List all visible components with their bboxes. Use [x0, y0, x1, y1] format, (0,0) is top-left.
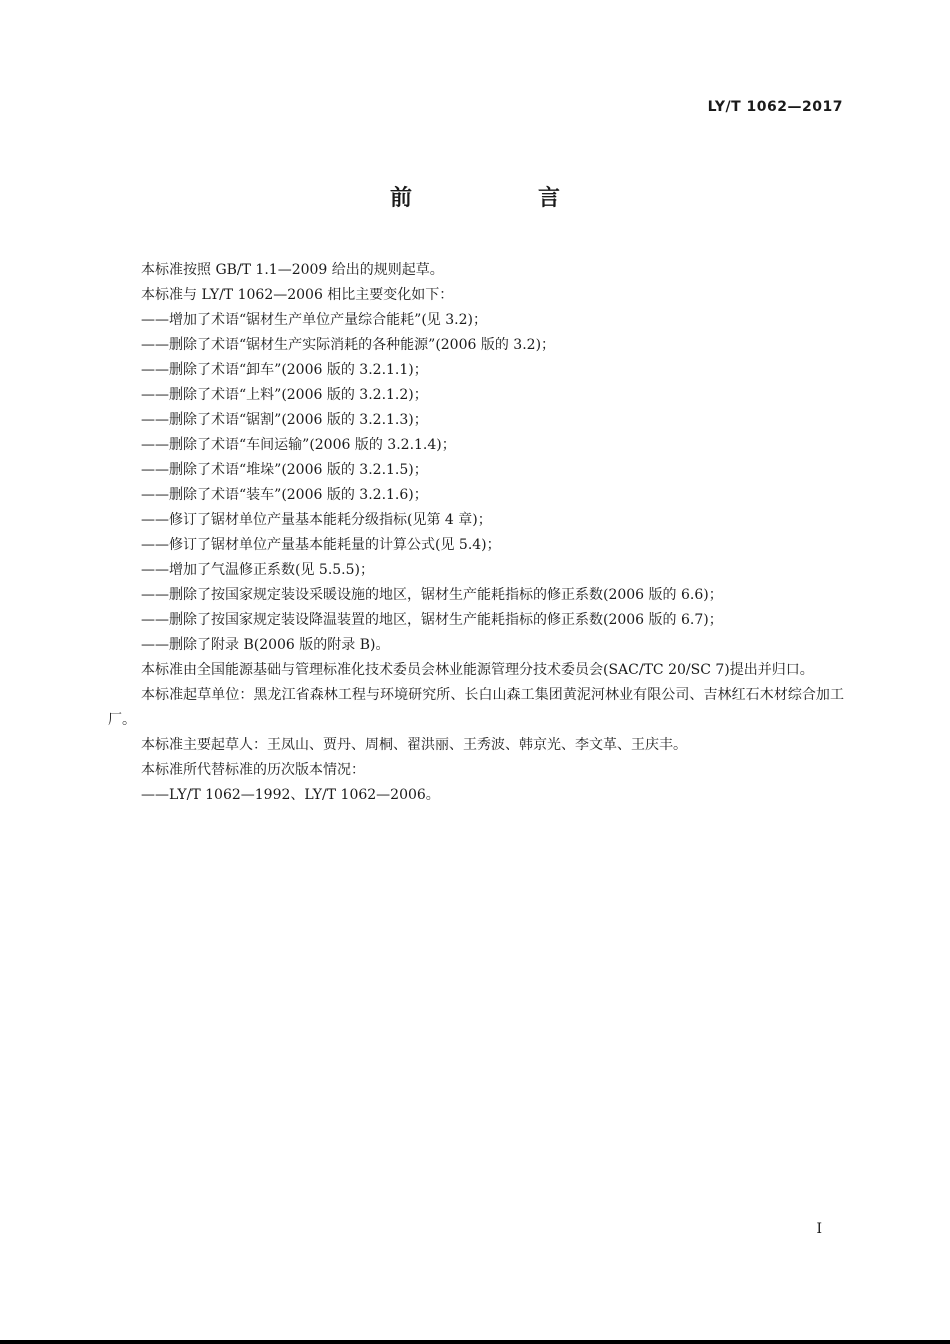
list-item: ——删除了术语“堆垛”(2006 版的 3.2.1.5)；: [141, 462, 428, 478]
standard-code: LY/T 1062—2017: [707, 99, 843, 115]
list-item: ——删除了按国家规定装设降温装置的地区，锯材生产能耗指标的修正系数(2006 版的 6.7)；: [141, 612, 723, 628]
list-item: ——删除了术语“锯材生产实际消耗的各种能源”(2006 版的 3.2)；: [141, 337, 556, 353]
list-item: ——增加了术语“锯材生产单位产量综合能耗”(见 3.2)；: [141, 312, 487, 328]
paragraph: 本标准所代替标准的历次版本情况：: [141, 762, 365, 778]
paragraph: 本标准起草单位：黑龙江省森林工程与环境研究所、长白山森工集团黄泥河林业有限公司、吉林红石木材综合加工厂。: [108, 687, 844, 728]
page-number: I: [816, 1221, 822, 1237]
list-item: ——删除了术语“卸车”(2006 版的 3.2.1.1)；: [141, 362, 428, 378]
document-body: [108, 258, 844, 808]
bottom-border: [0, 1340, 950, 1344]
list-item: ——删除了术语“装车”(2006 版的 3.2.1.6)；: [141, 487, 428, 503]
paragraph: 本标准主要起草人：王凤山、贾丹、周桐、翟洪丽、王秀波、韩京光、李文革、王庆丰。: [141, 737, 687, 753]
paragraph: 本标准与 LY/T 1062—2006 相比主要变化如下：: [141, 287, 454, 303]
list-item: ——删除了附录 B(2006 版的附录 B)。: [141, 637, 390, 653]
list-item: ——修订了锯材单位产量基本能耗量的计算公式(见 5.4)；: [141, 537, 501, 553]
list-item: ——删除了术语“锯割”(2006 版的 3.2.1.3)；: [141, 412, 428, 428]
list-item: ——删除了按国家规定装设采暖设施的地区，锯材生产能耗指标的修正系数(2006 版的 6.6)；: [141, 587, 723, 603]
paragraph: 本标准按照 GB/T 1.1—2009 给出的规则起草。: [141, 262, 444, 278]
list-item: ——LY/T 1062—1992、LY/T 1062—2006。: [141, 787, 440, 803]
paragraph: 本标准由全国能源基础与管理标准化技术委员会林业能源管理分技术委员会(SAC/TC 20/SC 7)提出并归口。: [141, 662, 814, 678]
list-item: ——增加了气温修正系数(见 5.5.5)；: [141, 562, 374, 578]
page-title: 前 言: [389, 186, 612, 211]
list-item: ——删除了术语“车间运输”(2006 版的 3.2.1.4)；: [141, 437, 456, 453]
list-item: ——修订了锯材单位产量基本能耗分级指标(见第 4 章)；: [141, 512, 492, 528]
list-item: ——删除了术语“上料”(2006 版的 3.2.1.2)；: [141, 387, 428, 403]
